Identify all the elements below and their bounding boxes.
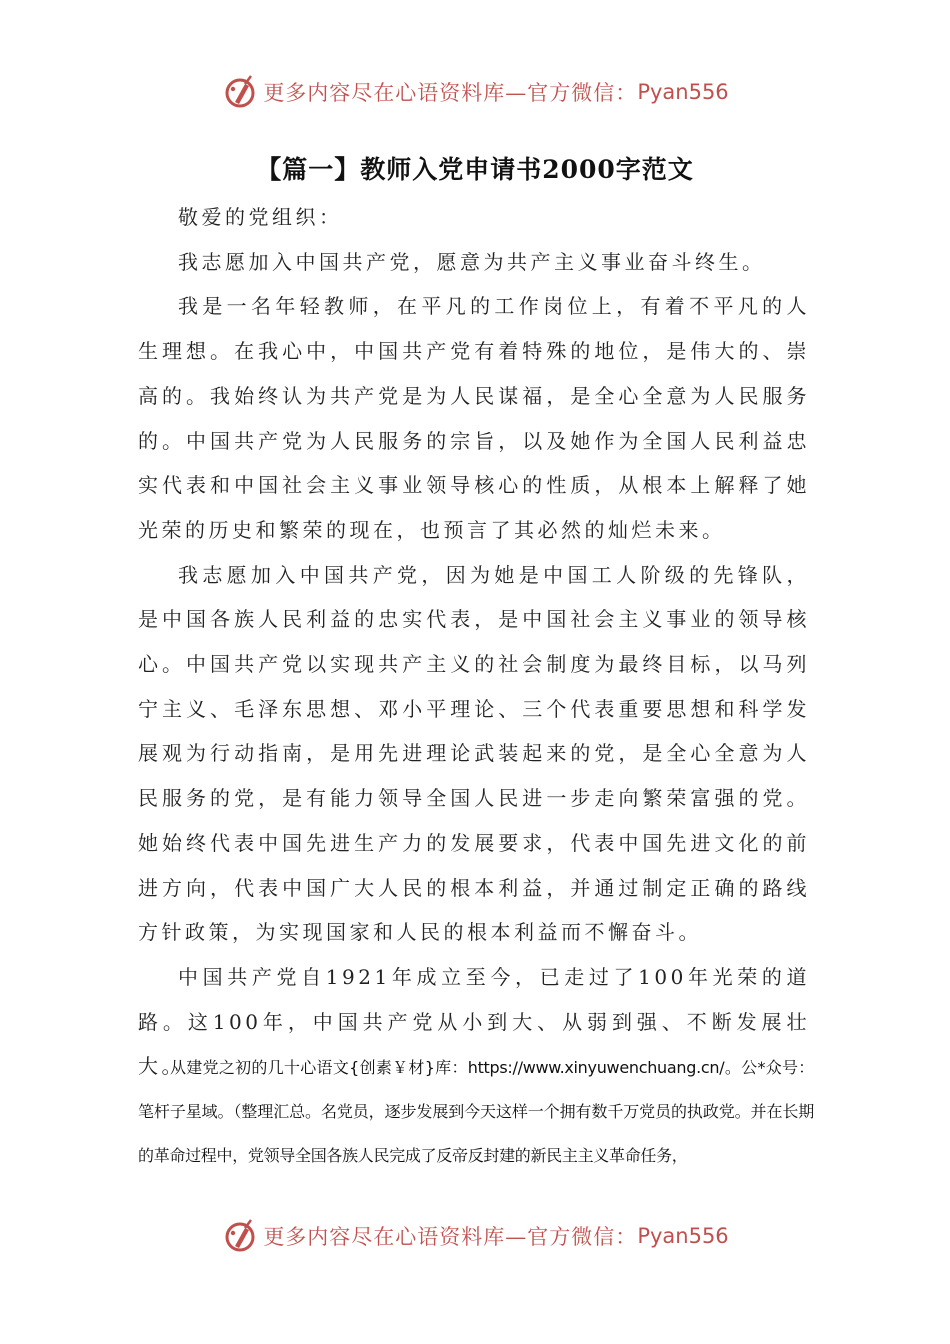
footer-wechat-id: Pyan556 [637,1224,729,1248]
footer-banner [0,1214,950,1258]
promo-block [138,1046,814,1178]
footer-brand-text: 更多内容尽在心语资料库—官方微信： [263,1225,638,1249]
header-banner [0,70,950,114]
paragraph: 我是一名年轻教师，在平凡的工作岗位上，有着不平凡的人生理想。在我心中，中国共产党有着特殊的地位，是伟大的、崇高的。我始终认为共产党是为人民谋福，是全心全意为人民服务的。中国共产党为人民服务的宗旨，以及她作为全国人民利益忠实代表和中国社会主义事业领导核心的性质，从根本上解释了她光荣的历史和繁荣的现在，也预言了其必然的灿烂未来。 [138,294,810,542]
header-wechat-id: Pyan556 [637,80,729,104]
header-brand-text: 更多内容尽在心语资料库—官方微信： [263,81,638,105]
document-body [138,195,810,1089]
document-title: 【篇一】教师入党申请书2000字范文 [256,155,694,184]
paragraph: 我志愿加入中国共产党，因为她是中国工人阶级的先锋队，是中国各族人民利益的忠实代表，是中国社会主义事业的领导核心。中国共产党以实现共产主义的社会制度为最终目标，以马列宁主义、毛泽东思想、邓小平理论、三个代表重要思想和科学发展观为行动指南，是用先进理论武装起来的党，是全心全意为人民服务的党，是有能力领导全国人民进一步走向繁荣富强的党。她始终代表中国先进生产力的发展要求，代表中国先进文化的前进方向，代表中国广大人民的根本利益，并通过制定正确的路线方针政策，为实现国家和人民的根本利益而不懈奋斗。 [138,562,810,945]
fountain-pen-logo-icon [221,1216,261,1256]
fountain-pen-logo-icon [221,72,261,112]
promo-text: 从建党之初的几十心语文{创素￥材}库：https://www.xinyuwenchuang.cn/。公*众号：笔杆子星域。（整理汇总。名党员，逐步发展到今天这样一个拥有数千万党员的执政党。并在长期的革命过程中，党领导全国各族人民完成了反帝反封建的新民主主义革命任务， [138,1058,814,1165]
paragraph: 我志愿加入中国共产党，愿意为共产主义事业奋斗终生。 [178,249,766,274]
paragraph: 中国共产党自1921年成立至今，已走过了100年光荣的道路。这100年，中国共产党从小到大、从弱到强、不断发展壮大。 [138,964,810,1079]
salutation: 敬爱的党组织： [178,205,343,229]
